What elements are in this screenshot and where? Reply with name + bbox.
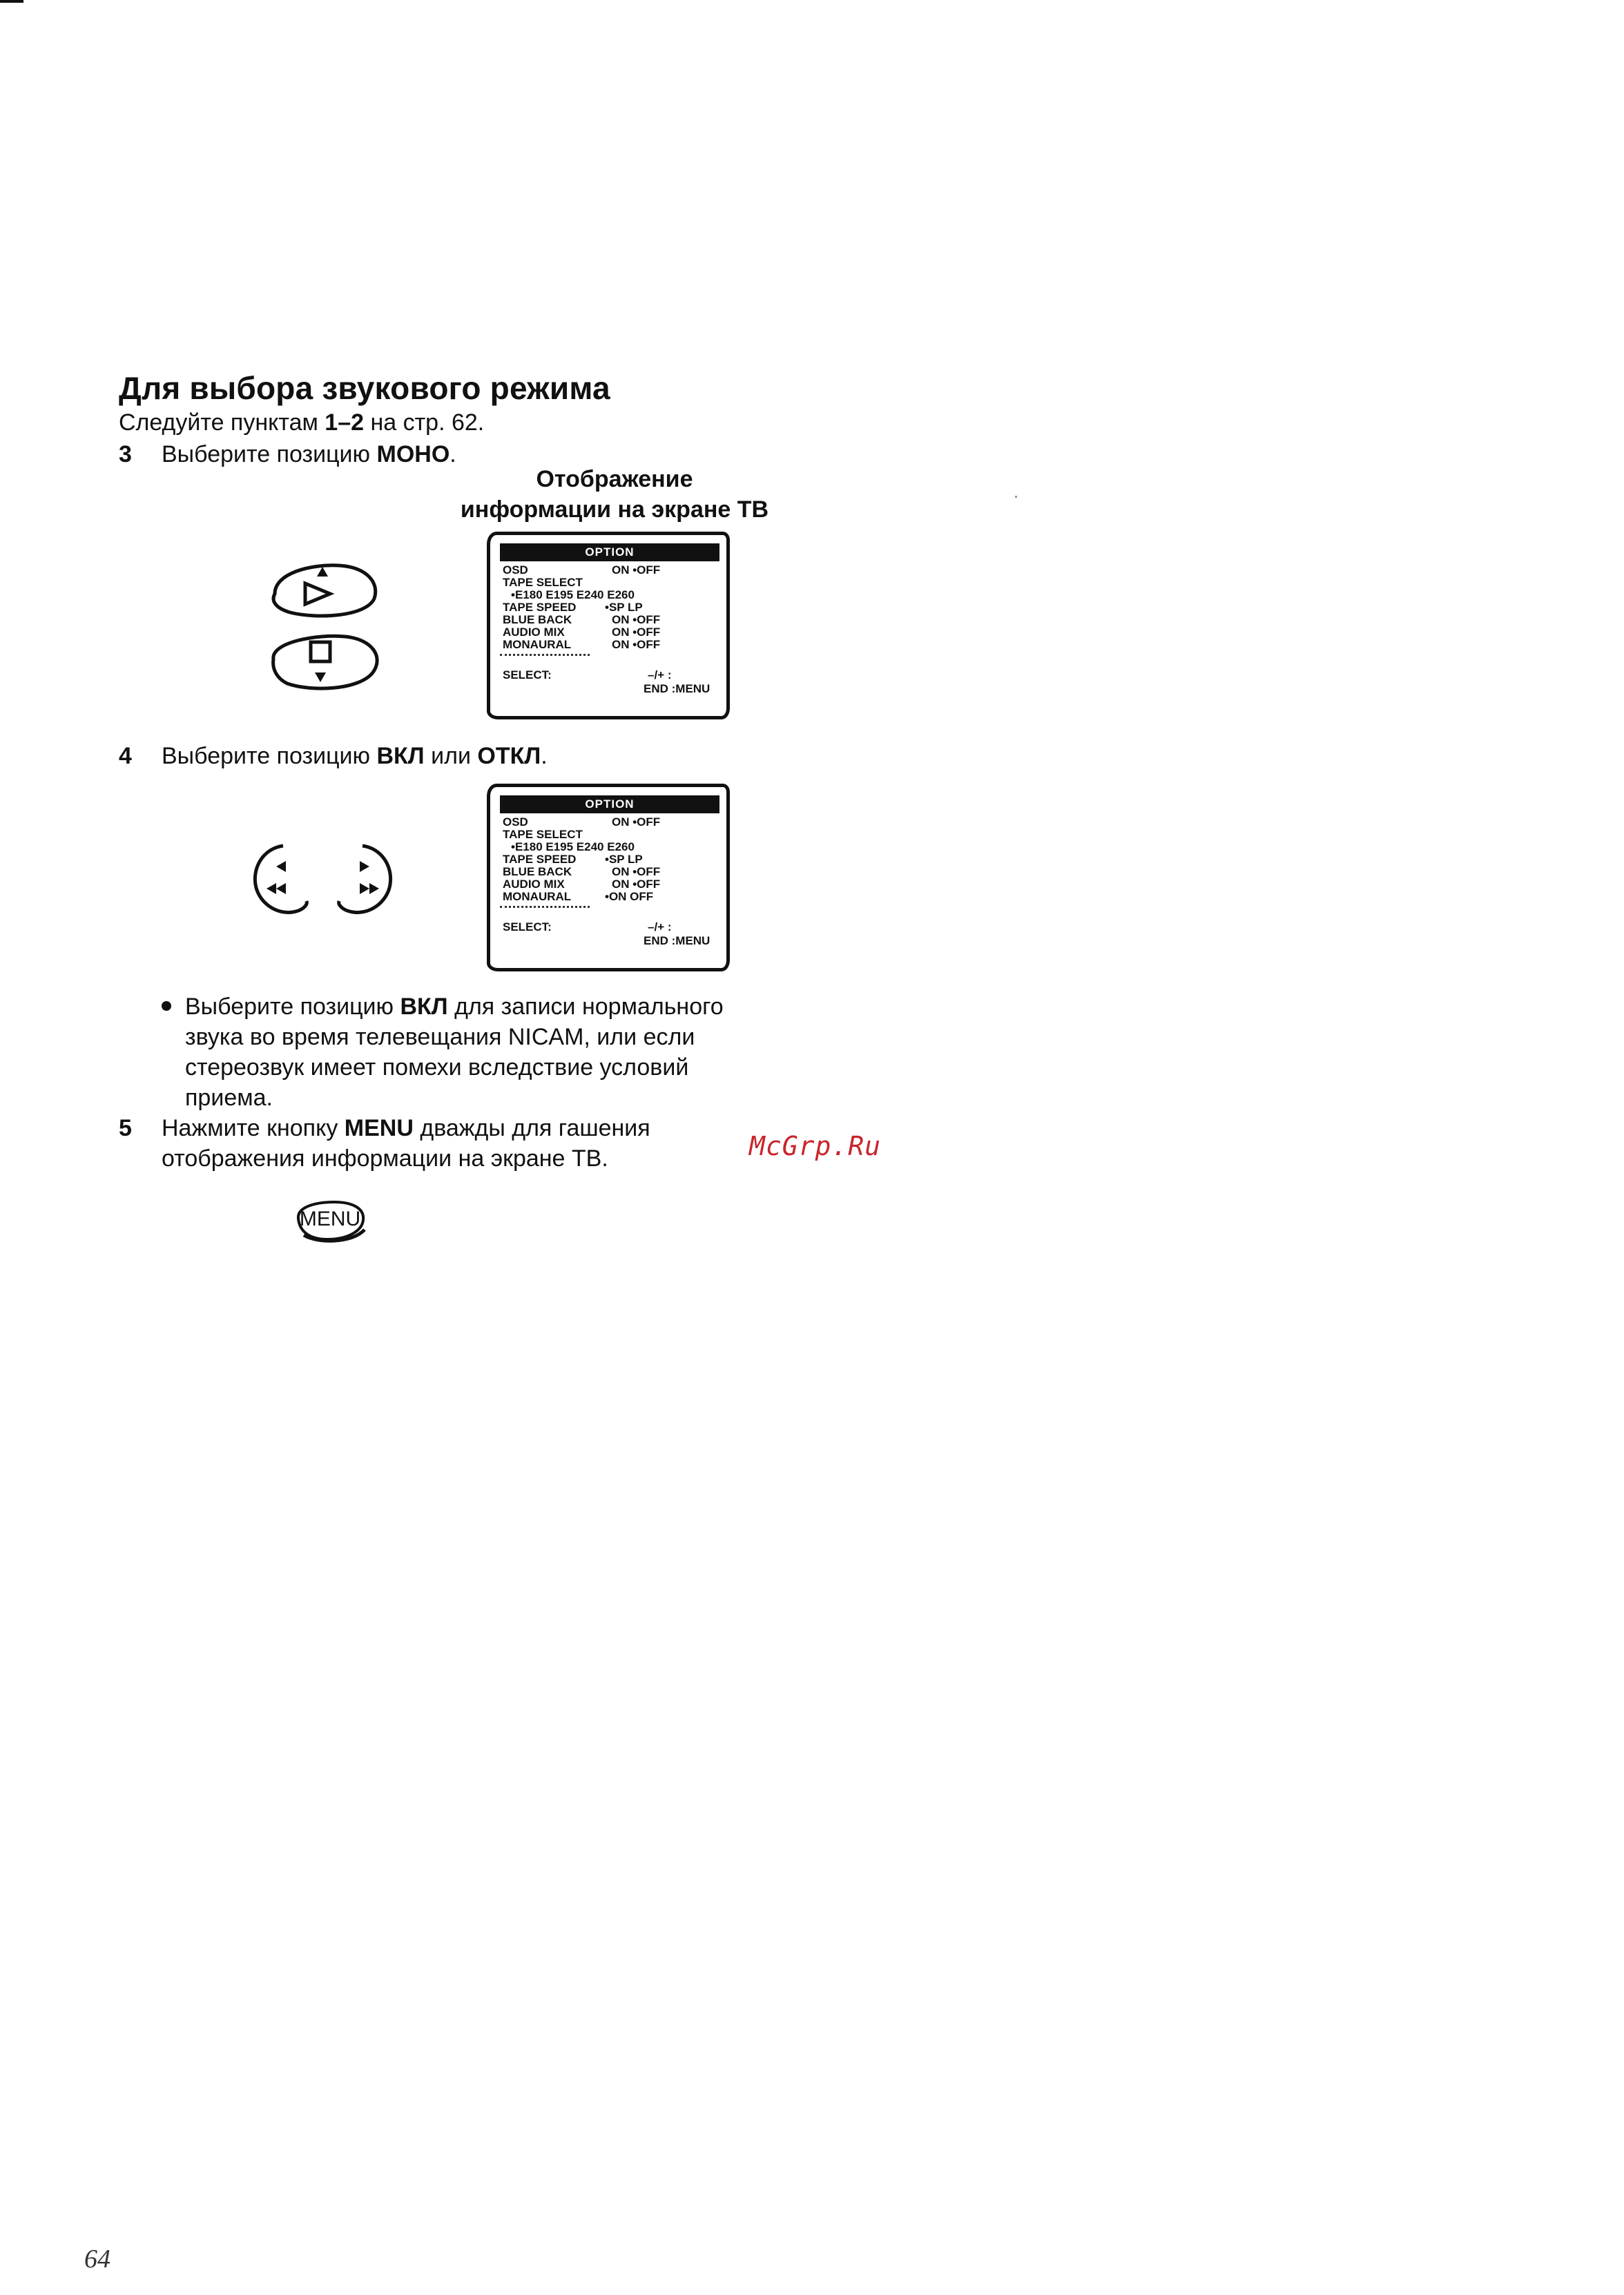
osd-2-audio-mix: AUDIO MIX: [503, 878, 565, 891]
note-line-3: стереозвук имеет помехи вследствие условий: [185, 1054, 689, 1081]
caption-line-2: информации на экране ТВ: [460, 496, 769, 523]
menu-button-icon: [290, 1198, 373, 1246]
osd-2-title: OPTION: [500, 795, 719, 813]
osd-2-tape-speed: TAPE SPEED: [503, 853, 577, 866]
step-4-bold-on: ВКЛ: [376, 743, 425, 769]
step-4-text: Выберите позицию: [162, 743, 377, 769]
watermark: McGrp.Ru: [749, 1131, 882, 1161]
osd-1-tape-select: TAPE SELECT: [503, 576, 583, 589]
osd-2-osd-value: ON •OFF: [612, 815, 661, 829]
osd-1-tape-speed-value: •SP LP: [605, 601, 643, 614]
step-5: [119, 1113, 650, 1143]
step-4-number: 4: [119, 743, 132, 769]
menu-button-label: MENU: [299, 1208, 361, 1230]
step-3-text: Выберите позицию: [162, 441, 377, 467]
caption-line-1: Отображение: [536, 466, 693, 492]
osd-1-cursor-dots: [500, 654, 590, 656]
osd-1-blue-back-value: ON •OFF: [612, 613, 661, 626]
step-5-bold: MENU: [344, 1115, 414, 1141]
osd-1-end: END :MENU: [644, 682, 710, 695]
osd-1-adjust: –/+ :: [648, 668, 672, 681]
intro-line: [119, 407, 484, 438]
osd-2-audio-mix-value: ON •OFF: [612, 878, 661, 891]
osd-1-osd-label: OSD: [503, 563, 528, 577]
step-5-text-post: дважды для гашения: [413, 1115, 650, 1141]
bullet-icon: [162, 1001, 171, 1011]
osd-2-cursor-dots: [500, 906, 590, 908]
tv-display-caption: [449, 464, 780, 525]
note-text: Выберите позицию: [185, 994, 400, 1020]
osd-2-monaural: MONAURAL: [503, 890, 572, 903]
rewind-button-icon: [249, 839, 318, 922]
osd-2-tape-select: TAPE SELECT: [503, 828, 583, 841]
step-3-end: .: [450, 441, 456, 467]
intro-bold: 1–2: [325, 409, 365, 436]
osd-screen-2: [487, 784, 730, 971]
osd-2-end: END :MENU: [644, 934, 710, 947]
step-3: [119, 439, 456, 469]
osd-2-adjust: –/+ :: [648, 920, 672, 933]
step-3-bold: МОНО: [376, 441, 450, 467]
note-line-2: звука во время телевещания NICAM, или если: [185, 1024, 695, 1050]
osd-1-audio-mix: AUDIO MIX: [503, 626, 565, 639]
osd-2-tape-options: •E180 E195 E240 E260: [511, 840, 635, 853]
stop-button-icon: [262, 628, 387, 697]
step-5-number: 5: [119, 1115, 132, 1141]
osd-2-select: SELECT:: [503, 920, 552, 933]
note-text-post: для записи нормального: [447, 994, 724, 1020]
step-4: [119, 741, 548, 771]
osd-1-title: OPTION: [500, 543, 719, 561]
step-4-or: или: [424, 743, 478, 769]
play-button-icon: [262, 556, 387, 625]
intro-text-end: на стр. 62.: [364, 409, 485, 436]
page-number: 64: [84, 2245, 110, 2274]
osd-1-select: SELECT:: [503, 668, 552, 681]
corner-mark: [0, 0, 23, 3]
osd-2-blue-back: BLUE BACK: [503, 865, 572, 878]
osd-screen-1: [487, 532, 730, 719]
step-5-text: Нажмите кнопку: [162, 1115, 345, 1141]
osd-2-monaural-value: •ON OFF: [605, 890, 654, 903]
step-4-end: .: [541, 743, 548, 769]
osd-2-osd-label: OSD: [503, 815, 528, 829]
osd-2-tape-speed-value: •SP LP: [605, 853, 643, 866]
fast-forward-button-icon: [328, 839, 397, 922]
section-heading: Для выбора звукового режима: [119, 370, 610, 406]
note-line-1: [162, 991, 724, 1022]
step-4-bold-off: ОТКЛ: [477, 743, 541, 769]
note-line-4: приема.: [185, 1085, 273, 1111]
osd-1-tape-speed: TAPE SPEED: [503, 601, 577, 614]
note-bold: ВКЛ: [400, 994, 448, 1020]
step-5-line-2: отображения информации на экране ТВ.: [162, 1145, 608, 1172]
scan-speck: [1015, 496, 1017, 498]
intro-text: Следуйте пунктам: [119, 409, 325, 436]
osd-1-monaural-value: ON •OFF: [612, 638, 661, 651]
step-3-number: 3: [119, 441, 132, 467]
osd-2-blue-back-value: ON •OFF: [612, 865, 661, 878]
osd-1-monaural: MONAURAL: [503, 638, 572, 651]
osd-1-tape-options: •E180 E195 E240 E260: [511, 588, 635, 601]
osd-1-blue-back: BLUE BACK: [503, 613, 572, 626]
osd-1-audio-mix-value: ON •OFF: [612, 626, 661, 639]
osd-1-osd-value: ON •OFF: [612, 563, 661, 577]
